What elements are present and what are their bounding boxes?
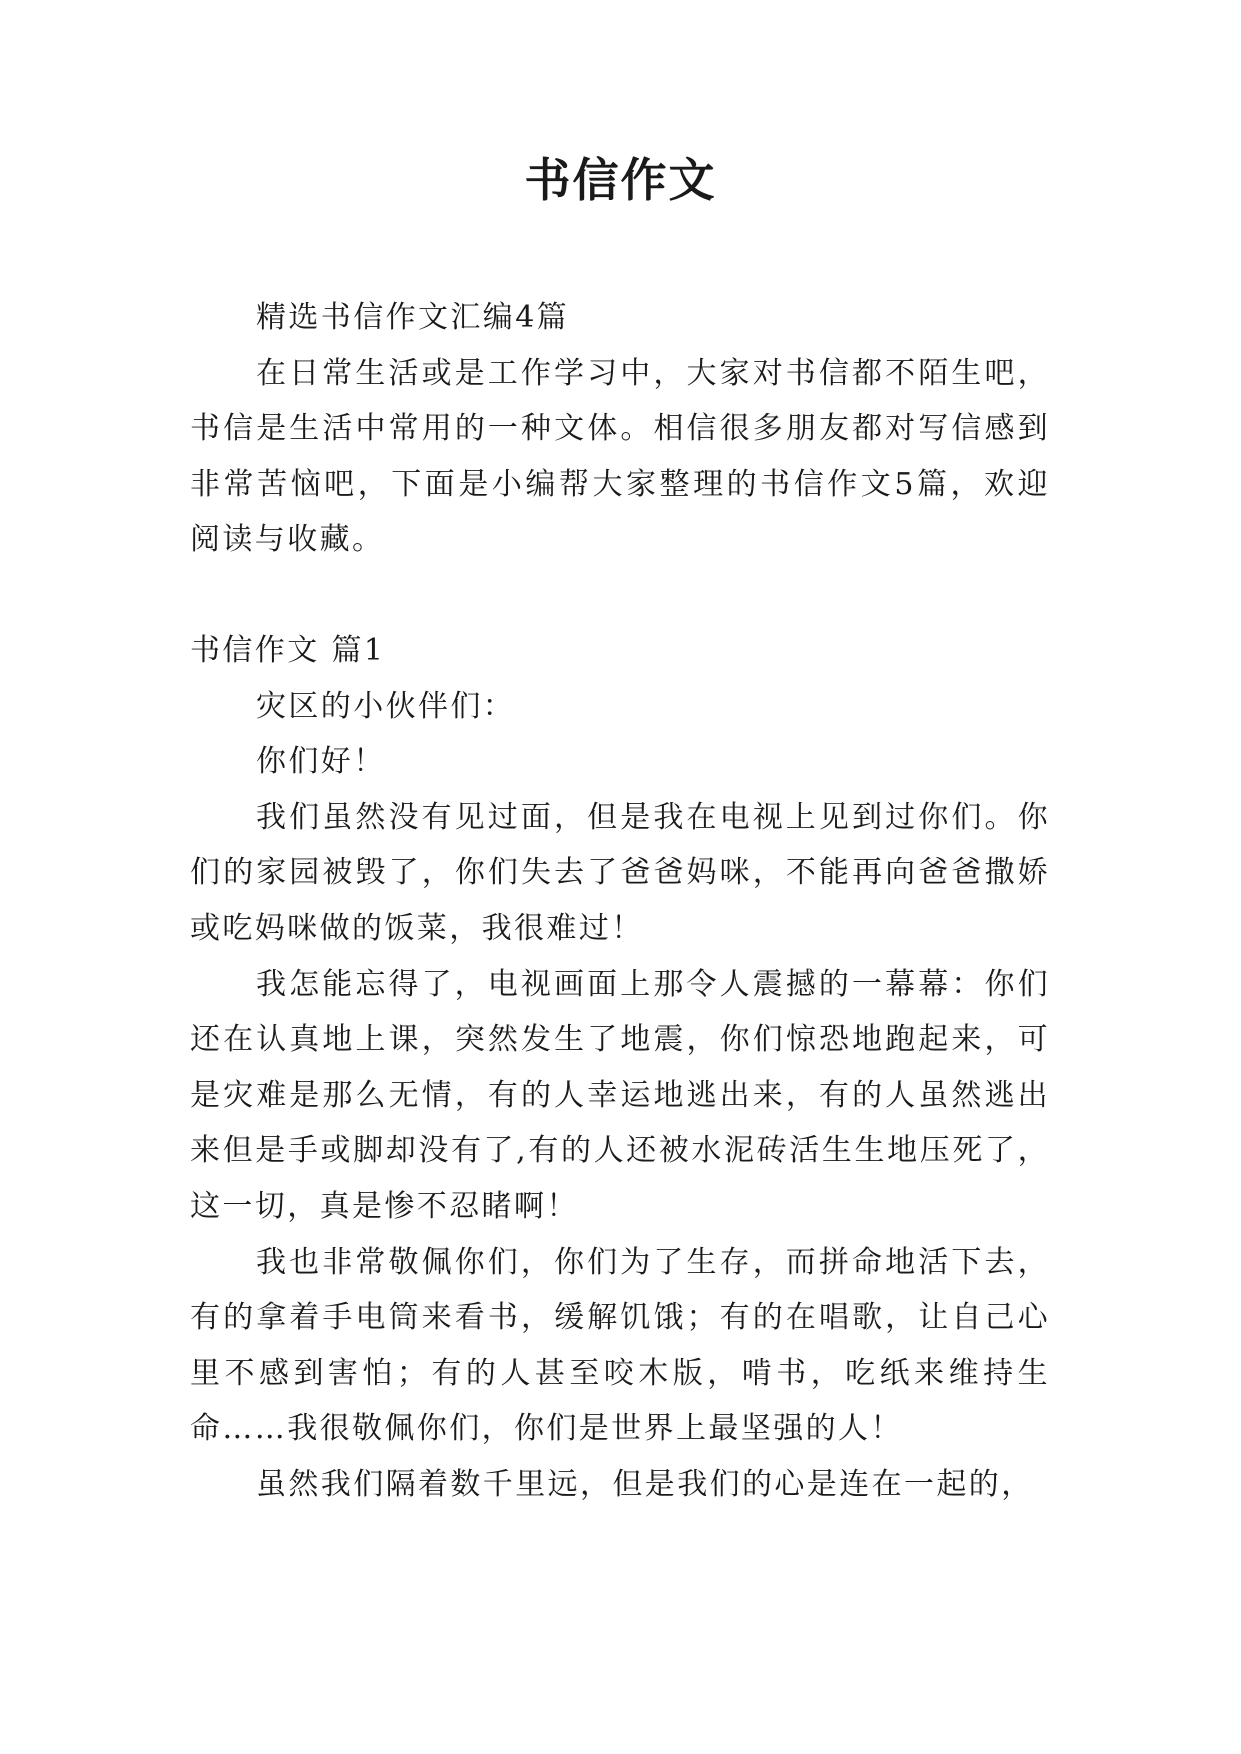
document-body [190, 290, 1050, 1512]
letter-salutation: 灾区的小伙伴们： [256, 688, 516, 724]
section-heading: 书信作文 篇1 [190, 632, 386, 668]
letter-greeting: 你们好！ [256, 744, 386, 780]
document-title: 书信作文 [524, 153, 717, 207]
letter-paragraph: 虽然我们隔着数千里远，但是我们的心是连在一起的， [256, 1466, 1034, 1502]
document-subtitle: 精选书信作文汇编4篇 [256, 300, 570, 335]
letter-paragraph: 我们虽然没有见过面，但是我在电视上见到过你们。你们的家园被毁了，你们失去了爸爸妈咪，不能再向爸爸撒娇或吃妈咪做的饭菜，我很难过！ [190, 799, 1050, 946]
intro-paragraph: 在日常生活或是工作学习中，大家对书信都不陌生吧，书信是生活中常用的一种文体。相信很多朋友都对写信感到非常苦恼吧，下面是小编帮大家整理的书信作文5篇，欢迎阅读与收藏。 [190, 355, 1050, 558]
letter-paragraph: 我怎能忘得了，电视画面上那令人震撼的一幕幕：你们还在认真地上课，突然发生了地震，你们惊恐地跑起来，可是灾难是那么无情，有的人幸运地逃出来，有的人虽然逃出来但是手或脚却没有了,有的人还被水泥砖活生生地压死了，这一切，真是惨不忍睹啊！ [190, 966, 1050, 1224]
letter-paragraph: 我也非常敬佩你们，你们为了生存，而拼命地活下去，有的拿着手电筒来看书，缓解饥饿；有的在唱歌，让自己心里不感到害怕；有的人甚至咬木版，啃书，吃纸来维持生命……我很敬佩你们，你们是世界上最坚强的人！ [190, 1244, 1050, 1447]
